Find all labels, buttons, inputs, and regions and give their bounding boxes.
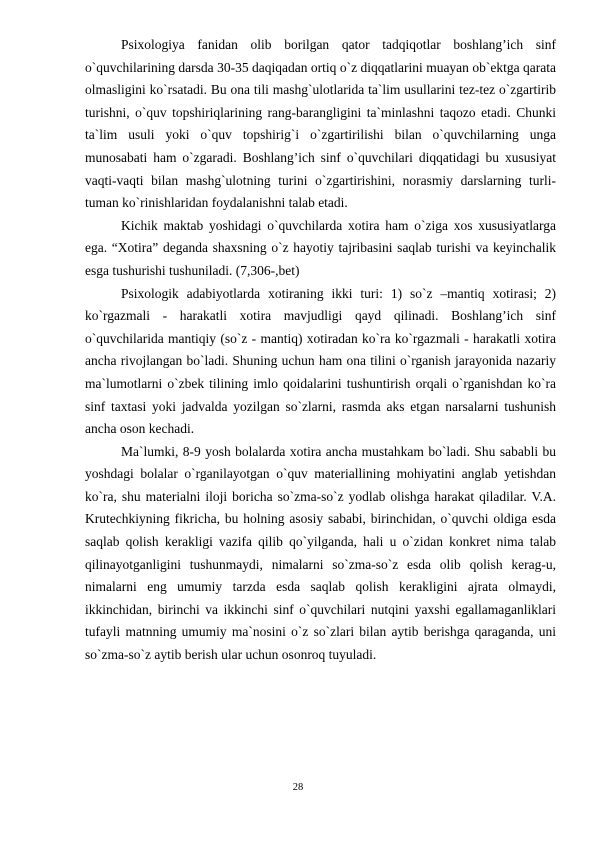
paragraph-1: Psixologiya fanidan olib borilgan qator tadqiqotlar boshlang’ich sinf o`quvchilarining darsda 30-35 daqiqadan ortiq o`z diqqatlarini muayan ob`ektga qarata olmasligini ko`rsatadi. Bu ona tili mashg`ulotlarida ta`lim usullarini tez-tez o`zgartirib turishni, o`quv topshiriqlarining rang-barangligini ta`minlashni taqozo etadi. Chunki ta`lim usuli yoki o`quv topshirig`i o`zgartirilishi bilan o`quvchilarning unga munosabati ham o`zgaradi. Boshlang’ich sinf o`quvchilari diqqatidagi bu xususiyat vaqti-vaqti bilan mashg`ulotning turini o`zgartirishini, norasmiy darslarning turli-tuman ko`rinishlaridan foydalanishni talab etadi. — [85, 37, 556, 211]
document-page — [85, 34, 556, 667]
page-number: 28 — [292, 782, 304, 793]
paragraph-4: Ma`lumki, 8-9 yosh bolalarda xotira ancha mustahkam bo`ladi. Shu sababli bu yoshdagi bolalar o`rganilayotgan o`quv materiallining mohiyatini anglab yetishdan ko`ra, shu materialni iloji boricha so`zma-so`z yodlab olishga harakat qiladilar. V.A. Krutechkiyning fikricha, bu holning asosiy sababi, birinchidan, o`quvchi oldiga esda saqlab qolish kerakligi vazifa qilib qo`yilganda, hali u o`zidan konkret nima talab qilinayotganligini tushunmaydi, nimalarni so`zma-so`z esda olib qolish kerag-u, nimalarni eng umumiy tarzda esda saqlab qolish kerakligini ajrata olmaydi, ikkinchidan, birinchi va ikkinchi sinf o`quvchilari nutqini yaxshi egallamaganliklari tufayli matnning umumiy ma`nosini o`z so`zlari bilan aytib berishga qaraganda, uni so`zma-so`z aytib berish ular uchun osonroq tuyuladi. — [85, 443, 556, 663]
paragraph-2: Kichik maktab yoshidagi o`quvchilarda xotira ham o`ziga xos xususiyatlarga ega. “Xotira” deganda shaxsning o`z hayotiy tajribasini saqlab turishi va keyinchalik esga tushurishi tushuniladi. (7,306-,bet) — [85, 217, 556, 278]
paragraph-3: Psixologik adabiyotlarda xotiraning ikki turi: 1) so`z –mantiq xotirasi; 2) ko`rgazmali - harakatli xotira mavjudligi qayd qilinadi. Boshlang’ich sinf o`quvchilarida mantiqiy (so`z - mantiq) xotiradan ko`ra ko`rgazmali - harakatli xotira ancha rivojlangan bo`ladi. Shuning uchun ham ona tilini o`rganish jarayonida nazariy ma`lumotlarni o`zbek tilining imlo qoidalarini tushuntirish orqali o`rganishdan ko`ra sinf taxtasi yoki jadvalda yozilgan so`zlarni, rasmda aks etgan narsalarni tushunish ancha oson kechadi. — [85, 285, 556, 437]
